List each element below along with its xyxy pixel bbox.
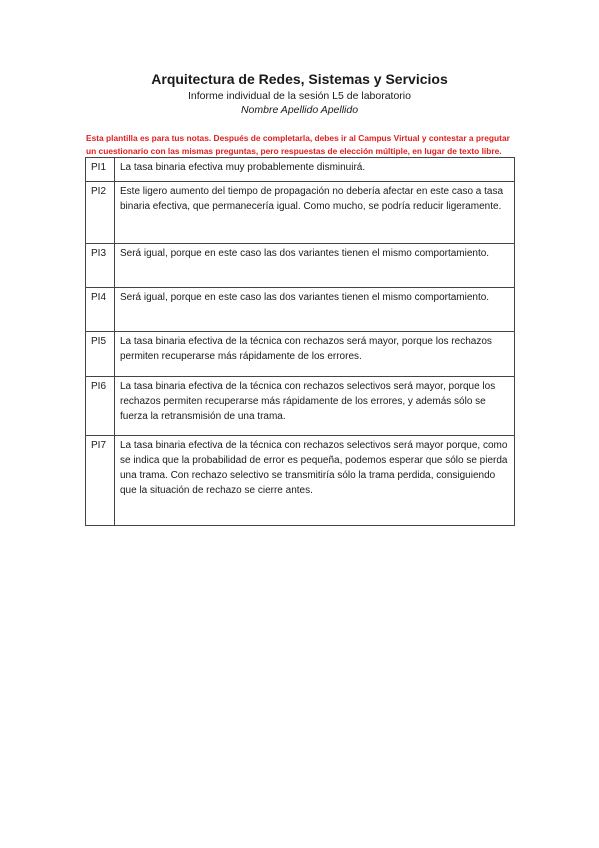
answer-text: La tasa binaria efectiva de la técnica con rechazos será mayor, porque los rechazos permiten recuperarse más rápidamente de los errores. — [115, 332, 515, 377]
answer-row — [86, 332, 515, 377]
answer-row — [86, 436, 515, 526]
document-title: Arquitectura de Redes, Sistemas y Servicios — [151, 71, 448, 87]
question-code: PI2 — [86, 182, 115, 244]
question-code: PI7 — [86, 436, 115, 526]
answer-text: Será igual, porque en este caso las dos variantes tienen el mismo comportamiento. — [115, 244, 515, 288]
answer-row — [86, 182, 515, 244]
answer-text: Este ligero aumento del tiempo de propagación no debería afectar en este caso a tasa binaria efectiva, que permanecería igual. Como mucho, se podría reducir ligeramente. — [115, 182, 515, 244]
answer-row — [86, 288, 515, 332]
answer-row — [86, 158, 515, 182]
author-name: Nombre Apellido Apellido — [240, 104, 359, 116]
question-code: PI4 — [86, 288, 115, 332]
answer-text: La tasa binaria efectiva de la técnica con rechazos selectivos será mayor, porque los rechazos permiten recuperarse más rápidamente de los errores, y además sólo se fuerza la retransmisión de una trama. — [115, 377, 515, 436]
answer-text: La tasa binaria efectiva de la técnica con rechazos selectivos será mayor porque, como se indica que la probabilidad de error es pequeña, podemos esperar que sólo se pierda una trama. Con rechazo selectivo se transmitiría sólo la trama perdida, consiguiendo que la situación de rechazo se cierre antes. — [115, 436, 515, 526]
question-code: PI1 — [86, 158, 115, 182]
answer-row — [86, 377, 515, 436]
question-code: PI5 — [86, 332, 115, 377]
answer-text: La tasa binaria efectiva muy probablemente disminuirá. — [115, 158, 515, 182]
question-code: PI6 — [86, 377, 115, 436]
document-subtitle: Informe individual de la sesión L5 de laboratorio — [188, 90, 411, 102]
document-header — [0, 70, 599, 117]
answer-text: Será igual, porque en este caso las dos variantes tienen el mismo comportamiento. — [115, 288, 515, 332]
answer-row — [86, 244, 515, 288]
question-code: PI3 — [86, 244, 115, 288]
instructions-note: Esta plantilla es para tus notas. Después de completarla, debes ir al Campus Virtual y contestar a pregutar un cuestionario con las mismas preguntas, pero respuestas de elección múltiple, en lugar de texto libre. — [86, 133, 510, 156]
answers-table — [85, 157, 515, 526]
